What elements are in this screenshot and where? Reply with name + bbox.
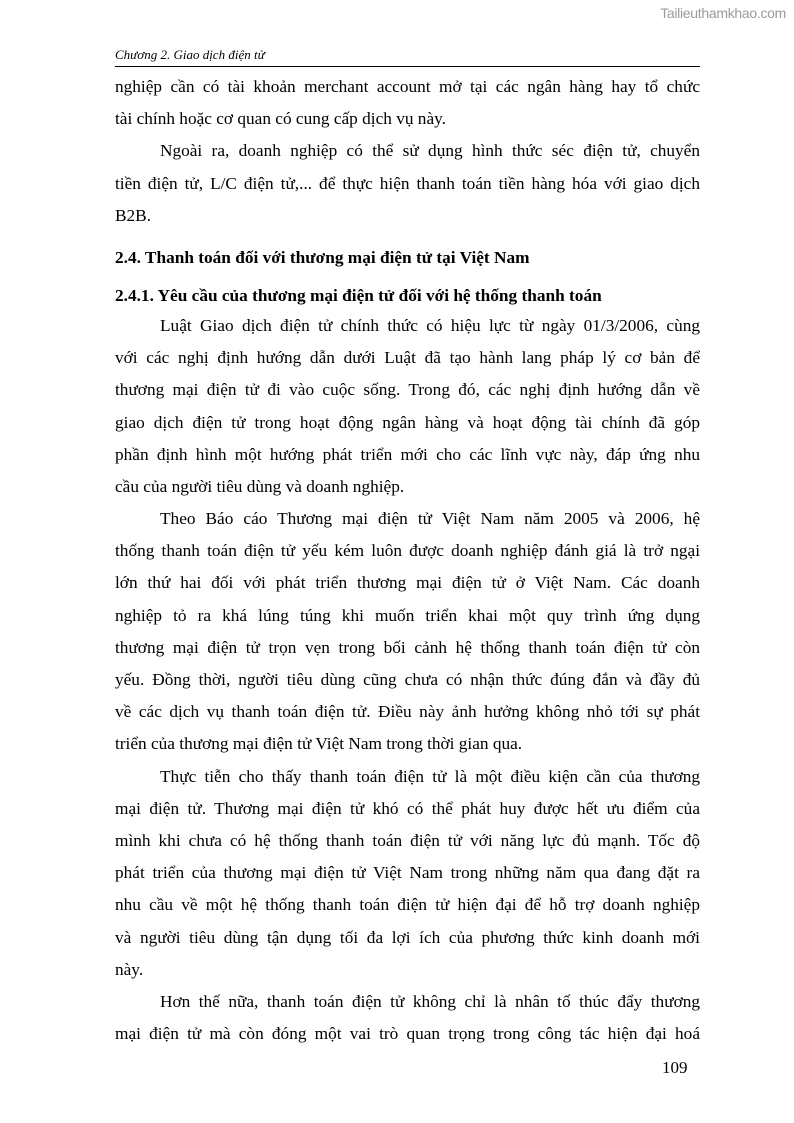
text-line: với các nghị định hướng dẫn dưới Luật đã tạo hành lang pháp lý cơ bản để	[115, 348, 700, 368]
paragraph	[115, 135, 700, 232]
text-line: thương mại điện tử đi vào cuộc sống. Trong đó, các nghị định hướng dẫn về	[115, 380, 700, 400]
text-line: mại điện tử. Thương mại điện tử khó có thể phát huy được hết ưu điểm của	[115, 798, 700, 818]
paragraph	[115, 71, 700, 135]
text-line: phần định hình một hướng phát triển mới cho các lĩnh vực này, đáp ứng nhu	[115, 444, 700, 464]
text-line: nghiệp cần có tài khoản merchant account mở tại các ngân hàng hay tổ chức	[115, 77, 700, 96]
text-line: Theo Báo cáo Thương mại điện tử Việt Nam năm 2005 và 2006, hệ	[160, 509, 700, 529]
text-line: tiền điện tử, L/C điện tử,... để thực hiện thanh toán tiền hàng hóa với giao dịch	[115, 173, 700, 193]
text-line: mại điện tử mà còn đóng một vai trò quan trọng trong công tác hiện đại hoá	[115, 1024, 700, 1044]
text-line: thống thanh toán điện tử yếu kém luôn được doanh nghiệp đánh giá là trở ngại	[115, 541, 700, 561]
paragraph	[115, 310, 700, 503]
paragraph	[115, 503, 700, 761]
subsection-heading: 2.4.1. Yêu cầu của thương mại điện tử đối với hệ thống thanh toán	[115, 285, 602, 305]
text-line: giao dịch điện tử trong hoạt động ngân hàng và hoạt động tài chính đã góp	[115, 412, 700, 432]
text-line: cầu của người tiêu dùng và doanh nghiệp.	[115, 476, 405, 496]
text-line: và người tiêu dùng tận dụng tối đa lợi ích của phương thức kinh doanh mới	[115, 927, 700, 947]
text-line: B2B.	[115, 205, 152, 225]
text-line: yếu. Đồng thời, người tiêu dùng cũng chưa có nhận thức đúng đắn và đầy đủ	[115, 670, 700, 689]
page-number: 109	[662, 1058, 688, 1077]
paragraph	[115, 761, 700, 986]
text-line: mình khi chưa có hệ thống thanh toán điện tử với năng lực đủ mạnh. Tốc độ	[115, 830, 700, 850]
header-rule	[115, 66, 700, 67]
text-line: thương mại điện tử trọn vẹn trong bối cảnh hệ thống thanh toán điện tử còn	[115, 637, 700, 657]
running-header: Chương 2. Giao dịch điện tử	[115, 47, 265, 62]
text-line: triển của thương mại điện tử Việt Nam trong thời gian qua.	[115, 734, 523, 754]
text-line: này.	[115, 959, 144, 979]
text-line: nghiệp tỏ ra khá lúng túng khi muốn triển khai một quy trình ứng dụng	[115, 605, 700, 625]
text-line: Luật Giao dịch điện tử chính thức có hiệu lực từ ngày 01/3/2006, cùng	[160, 315, 700, 335]
text-line: Hơn thế nữa, thanh toán điện tử không chỉ là nhân tố thúc đẩy thương	[160, 991, 700, 1011]
watermark: Tailieuthamkhao.com	[660, 5, 786, 21]
text-line: phát triển của thương mại điện tử Việt Nam trong những năm qua đang đặt ra	[115, 863, 700, 883]
section-heading: 2.4. Thanh toán đối với thương mại điện tử tại Việt Nam	[115, 247, 530, 267]
text-line: Thực tiễn cho thấy thanh toán điện tử là một điều kiện cần của thương	[160, 766, 700, 786]
text-line: Ngoài ra, doanh nghiệp có thể sử dụng hình thức séc điện tử, chuyển	[160, 141, 700, 161]
paragraph	[115, 986, 700, 1050]
text-line: lớn thứ hai đối với phát triển thương mại điện tử ở Việt Nam. Các doanh	[115, 573, 700, 593]
text-line: về các dịch vụ thanh toán điện tử. Điều này ảnh hưởng không nhỏ tới sự phát	[115, 702, 700, 722]
page-body	[115, 71, 700, 1050]
text-line: nhu cầu về một hệ thống thanh toán điện tử hiện đại để hỗ trợ doanh nghiệp	[115, 895, 700, 915]
text-line: tài chính hoặc cơ quan có cung cấp dịch vụ này.	[115, 109, 446, 129]
